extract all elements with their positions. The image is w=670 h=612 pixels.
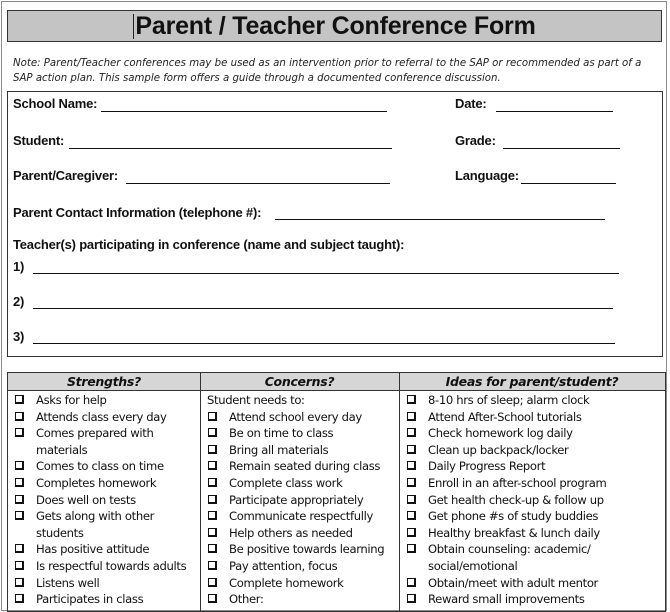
concerns-item[interactable] (201, 425, 397, 442)
ideas-item[interactable] (400, 508, 662, 525)
date-label: Date: (455, 96, 487, 111)
concerns-item[interactable] (201, 475, 397, 492)
ideas-item-label: Obtain counseling: academic/ social/emotional (428, 542, 591, 573)
concerns-header: Concerns? (200, 373, 399, 391)
checkbox-icon[interactable] (15, 561, 24, 570)
checkbox-icon[interactable] (208, 544, 217, 553)
ideas-item[interactable] (400, 392, 662, 409)
strengths-item-label: Gets along with other students (36, 509, 155, 540)
checkbox-icon[interactable] (407, 544, 416, 553)
concerns-item[interactable] (201, 442, 397, 459)
parent-label: Parent/Caregiver: (13, 168, 118, 183)
ideas-item-label: Check homework log daily (428, 426, 573, 441)
strengths-item-label: Asks for help (36, 393, 107, 407)
concerns-item-label: Help others as needed (229, 525, 353, 540)
note-text: Note: Parent/Teacher conferences may be used as an intervention prior to referral to the SAP or recommended as part of a SAP action plan. This sample form offers a guide through a documented conference discussion. (13, 58, 642, 84)
checkbox-icon[interactable] (208, 561, 217, 570)
text-cursor (133, 14, 134, 39)
concerns-item-label: Complete homework (229, 575, 344, 590)
checkbox-icon[interactable] (407, 445, 416, 454)
parent-field[interactable] (126, 183, 390, 184)
teacher-3-field[interactable] (33, 343, 615, 344)
title-bar (7, 10, 662, 42)
ideas-item[interactable] (400, 409, 662, 426)
concerns-item[interactable] (201, 558, 397, 575)
strengths-item[interactable] (8, 575, 198, 592)
strengths-item-label: Listens well (36, 575, 100, 590)
ideas-item-label: Daily Progress Report (428, 459, 546, 474)
ideas-header: Ideas for parent/student? (399, 373, 665, 391)
concerns-item[interactable] (201, 525, 397, 542)
checkbox-icon[interactable] (15, 478, 24, 487)
school-name-label: School Name: (13, 96, 98, 111)
concerns-item[interactable] (201, 492, 397, 509)
ideas-item-label: Clean up backpack/locker (428, 442, 569, 457)
checkbox-icon[interactable] (15, 428, 24, 437)
strengths-item-label: Comes to class on time (36, 459, 164, 474)
ideas-item[interactable] (400, 425, 662, 442)
teacher-2-label: 2) (13, 294, 25, 309)
concerns-item[interactable] (201, 508, 397, 525)
date-field[interactable] (496, 111, 613, 112)
ideas-item[interactable] (400, 541, 662, 574)
strengths-item[interactable] (8, 425, 198, 458)
concerns-item-label: Complete class work (229, 475, 343, 490)
teacher-1-label: 1) (13, 259, 25, 274)
concerns-list (201, 392, 397, 608)
checkbox-icon[interactable] (208, 461, 217, 470)
checkbox-icon[interactable] (15, 594, 24, 603)
strengths-item[interactable] (8, 475, 198, 492)
concerns-item-label: Other: (229, 592, 264, 607)
ideas-item-label: Get phone #s of study buddies (428, 509, 599, 524)
teacher-2-field[interactable] (33, 308, 613, 309)
checkbox-icon[interactable] (208, 511, 217, 520)
concerns-item-label: Pay attention, focus (229, 558, 338, 573)
checkbox-icon[interactable] (407, 395, 416, 404)
checkbox-icon[interactable] (15, 495, 24, 504)
concerns-item[interactable] (201, 458, 397, 475)
grade-label: Grade: (455, 133, 496, 148)
concerns-item-label: Communicate respectfully (229, 509, 373, 524)
ideas-item-label: Attend After-School tutorials (428, 409, 582, 424)
strengths-item-label: Attends class every day (36, 409, 167, 424)
strengths-item[interactable] (8, 458, 198, 475)
strengths-item-label: Is respectful towards adults (36, 558, 187, 573)
strengths-item[interactable] (8, 392, 198, 409)
contact-field[interactable] (275, 219, 605, 220)
strengths-header: Strengths? (8, 373, 200, 391)
strengths-item[interactable] (8, 541, 198, 558)
teacher-3-label: 3) (13, 329, 25, 344)
ideas-item[interactable] (400, 525, 662, 542)
checkbox-icon[interactable] (407, 428, 416, 437)
checkbox-icon[interactable] (208, 594, 217, 603)
student-label: Student: (13, 133, 65, 148)
page-title: Parent / Teacher Conference Form (135, 11, 536, 40)
strengths-item[interactable] (8, 492, 198, 509)
ideas-item-label: Healthy breakfast & lunch daily (428, 525, 600, 540)
ideas-item-label: Reward small improvements (428, 592, 585, 607)
ideas-item[interactable] (400, 475, 662, 492)
strengths-item-label: Has positive attitude (36, 542, 150, 557)
strengths-item[interactable] (8, 508, 198, 541)
ideas-item-label: Obtain/meet with adult mentor (428, 575, 598, 590)
checkbox-icon[interactable] (407, 511, 416, 520)
strengths-item-label: Does well on tests (36, 492, 136, 507)
ideas-item[interactable] (400, 591, 662, 608)
ideas-item-label: Get health check-up & follow up (428, 492, 604, 507)
ideas-item-label: Enroll in an after-school program (428, 475, 607, 490)
strengths-item[interactable] (8, 558, 198, 575)
concerns-item-label: Attend school every day (229, 409, 362, 424)
ideas-item[interactable] (400, 442, 662, 459)
ideas-item[interactable] (400, 575, 662, 592)
checklist-table (7, 372, 666, 612)
strengths-item[interactable] (8, 591, 198, 608)
concerns-item[interactable] (201, 409, 397, 426)
concerns-lead-text: Student needs to: (207, 393, 305, 407)
language-label: Language: (455, 168, 519, 183)
checkbox-icon[interactable] (208, 528, 217, 537)
checkbox-icon[interactable] (15, 544, 24, 553)
grade-field[interactable] (503, 148, 620, 149)
ideas-item[interactable] (400, 492, 662, 509)
checkbox-icon[interactable] (15, 511, 24, 520)
language-field[interactable] (521, 183, 616, 184)
school-name-field[interactable] (101, 111, 387, 112)
checkbox-icon[interactable] (15, 412, 24, 421)
checkbox-icon[interactable] (407, 528, 416, 537)
concerns-item[interactable] (201, 575, 397, 592)
checkbox-icon[interactable] (208, 578, 217, 587)
teacher-1-field[interactable] (33, 273, 619, 274)
checkbox-icon[interactable] (208, 428, 217, 437)
checkbox-icon[interactable] (208, 412, 217, 421)
contact-label: Parent Contact Information (telephone #): (13, 205, 262, 220)
ideas-item-label: 8-10 hrs of sleep; alarm clock (428, 393, 590, 407)
info-section (7, 91, 663, 357)
ideas-item[interactable] (400, 458, 662, 475)
checkbox-icon[interactable] (15, 395, 24, 404)
concerns-item-label: Participate appropriately (229, 492, 364, 507)
concerns-item[interactable] (201, 591, 397, 608)
checkbox-icon[interactable] (407, 478, 416, 487)
ideas-list (400, 392, 662, 608)
student-field[interactable] (69, 148, 392, 149)
checkbox-icon[interactable] (208, 445, 217, 454)
concerns-item-label: Bring all materials (229, 442, 329, 457)
checkbox-icon[interactable] (208, 478, 217, 487)
concerns-item-label: Remain seated during class (229, 459, 381, 474)
checkbox-icon[interactable] (407, 461, 416, 470)
concerns-item[interactable] (201, 541, 397, 558)
teachers-label: Teacher(s) participating in conference (name and subject taught): (13, 237, 405, 252)
strengths-item-label: Completes homework (36, 475, 157, 490)
strengths-item-label: Participates in class (36, 592, 144, 607)
checkbox-icon[interactable] (407, 578, 416, 587)
checkbox-icon[interactable] (208, 495, 217, 504)
checkbox-icon[interactable] (15, 461, 24, 470)
concerns-item-label: Be positive towards learning (229, 542, 385, 557)
strengths-item[interactable] (8, 409, 198, 426)
concerns-item-label: Be on time to class (229, 426, 334, 441)
checkbox-icon[interactable] (407, 495, 416, 504)
checkbox-icon[interactable] (15, 578, 24, 587)
checkbox-icon[interactable] (407, 412, 416, 421)
strengths-item-label: Comes prepared with materials (36, 426, 154, 457)
strengths-list (8, 392, 198, 608)
checkbox-icon[interactable] (407, 594, 416, 603)
